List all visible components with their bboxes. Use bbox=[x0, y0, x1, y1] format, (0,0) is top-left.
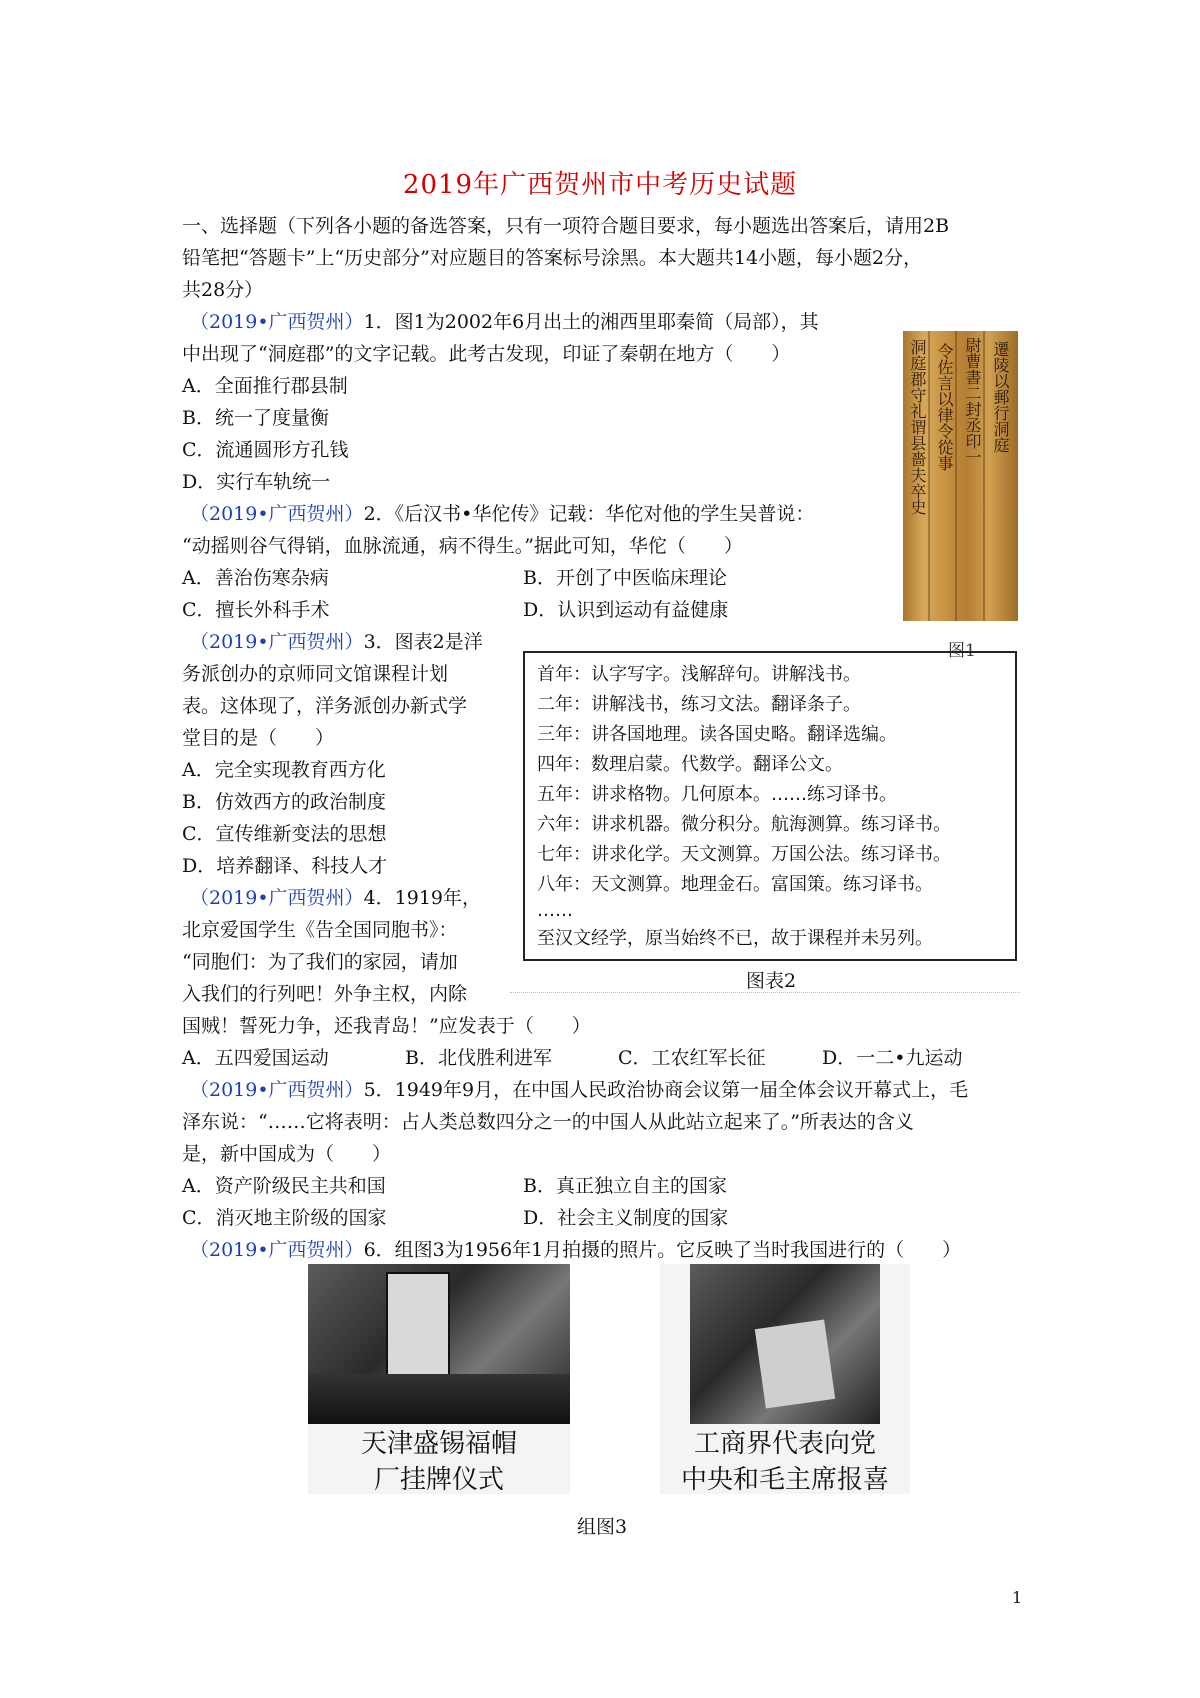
q5-option-c: C．消灭地主阶级的国家 bbox=[182, 1207, 387, 1229]
q1-option-d: D．实行车轨统一 bbox=[182, 471, 331, 493]
section-intro-line-2: 铅笔把“答题卡”上“历史部分”对应题目的答案标号涂黑。本大题共14小题，每小题2分， bbox=[182, 247, 923, 269]
curriculum-row: …… bbox=[537, 900, 573, 921]
q1-stem-line-2: 中出现了“洞庭郡”的文字记载。此考古发现，印证了秦朝在地方（ ） bbox=[182, 343, 791, 365]
q5-option-a: A．资产阶级民主共和国 bbox=[182, 1175, 386, 1197]
q1-source-tag: （2019•广西贺州） bbox=[190, 311, 364, 333]
q1-option-c: C．流通圆形方孔钱 bbox=[182, 439, 349, 461]
q4-stem-line-1: （2019•广西贺州）4．1919年， bbox=[190, 887, 482, 909]
photo-2-panel bbox=[660, 1264, 910, 1494]
q4-option-b: B．北伐胜利进军 bbox=[405, 1047, 552, 1069]
figure-1-qin-bamboo-slips-image: 洞庭郡守礼谓县嗇夫卒史 令佐言以律令從事 尉曹書二封丞印一 遷陵以郵行洞庭 bbox=[903, 331, 1018, 621]
q3-stem-line-3: 表。这体现了，洋务派创办新式学 bbox=[182, 695, 468, 717]
q4-option-d: D．一二•九运动 bbox=[822, 1047, 963, 1069]
photo-2-image bbox=[690, 1264, 880, 1424]
section-intro-line-3: 共28分） bbox=[182, 279, 264, 301]
curriculum-row: 至汉文经学，原当始终不已，故于课程并未另列。 bbox=[537, 928, 933, 949]
exam-title: 2019年广西贺州市中考历史试题 bbox=[402, 170, 798, 200]
curriculum-row: 二年：讲解浅书，练习文法。翻译条子。 bbox=[537, 694, 861, 715]
q5-option-b: B．真正独立自主的国家 bbox=[523, 1175, 727, 1197]
factory-sign bbox=[386, 1272, 450, 1386]
q4-option-a: A．五四爱国运动 bbox=[182, 1047, 329, 1069]
q5-stem-line-1: （2019•广西贺州）5．1949年9月，在中国人民政治协商会议第一届全体会议开幕式上，毛 bbox=[190, 1079, 969, 1101]
q1-option-a: A．全面推行郡县制 bbox=[182, 375, 348, 397]
curriculum-row: 五年：讲求格物。几何原本。……练习译书。 bbox=[537, 784, 897, 805]
q1-stem-line-1: （2019•广西贺州）1．图1为2002年6月出土的湘西里耶秦简（局部），其 bbox=[190, 311, 819, 333]
q3-stem-line-2: 务派创办的京师同文馆课程计划 bbox=[182, 663, 449, 685]
curriculum-row: 三年：讲各国地理。读各国史略。翻译选编。 bbox=[537, 724, 897, 745]
q4-stem-line-3: “同胞们：为了我们的家园，请加 bbox=[182, 951, 458, 973]
photo-1-caption: 天津盛锡福帽 厂挂牌仪式 bbox=[360, 1429, 517, 1495]
q4-source-tag: （2019•广西贺州） bbox=[190, 887, 364, 909]
q2-option-d: D．认识到运动有益健康 bbox=[523, 599, 729, 621]
q4-stem-line-2: 北京爱国学生《告全国同胞书》： bbox=[182, 919, 458, 941]
q3-stem-line-4: 堂目的是（ ） bbox=[182, 727, 335, 749]
q5-source-tag: （2019•广西贺州） bbox=[190, 1079, 364, 1101]
q1-option-b: B．统一了度量衡 bbox=[182, 407, 329, 429]
q3-option-c: C．宣传维新变法的思想 bbox=[182, 823, 387, 845]
photo-2-caption: 工商界代表向党 中央和毛主席报喜 bbox=[680, 1429, 889, 1495]
scroll-paper-shape bbox=[755, 1320, 835, 1409]
group-figure-3-caption: 组图3 bbox=[577, 1516, 628, 1538]
q5-stem-line-2: 泽东说：“……它将表明：占人类总数四分之一的中国人从此站立起来了。”所表达的含义 bbox=[182, 1111, 914, 1133]
curriculum-row: 八年：天文测算。地理金石。富国策。练习译书。 bbox=[537, 874, 933, 895]
q3-option-d: D．培养翻译、科技人才 bbox=[182, 855, 388, 877]
q2-stem-line-2: “动摇则谷气得销，血脉流通，病不得生。”据此可知，华佗（ ） bbox=[182, 535, 743, 557]
crowd-shape bbox=[308, 1374, 570, 1424]
page-number: 1 bbox=[1012, 1588, 1023, 1607]
curriculum-row: 首年：认字写字。浅解辞句。讲解浅书。 bbox=[537, 664, 861, 685]
curriculum-table-figure-2 bbox=[523, 651, 1017, 961]
section-intro-line-1: 一、选择题（下列各小题的备选答案，只有一项符合题目要求，每小题选出答案后，请用2B bbox=[182, 215, 950, 237]
q5-option-d: D．社会主义制度的国家 bbox=[523, 1207, 729, 1229]
q2-option-b: B．开创了中医临床理论 bbox=[523, 567, 727, 589]
photo-1-image bbox=[308, 1264, 570, 1424]
q2-stem-line-1: （2019•广西贺州）2．《后汉书•华佗传》记载：华佗对他的学生吴普说： bbox=[190, 503, 815, 525]
q3-option-a: A．完全实现教育西方化 bbox=[182, 759, 386, 781]
curriculum-row: 六年：讲求机器。微分积分。航海测算。练习译书。 bbox=[537, 814, 951, 835]
q3-stem-line-1: （2019•广西贺州）3．图表2是洋 bbox=[190, 631, 483, 653]
q4-option-c: C．工农红军长征 bbox=[618, 1047, 766, 1069]
figure-2-caption: 图表2 bbox=[746, 970, 797, 992]
divider bbox=[510, 992, 1020, 993]
q5-stem-line-3: 是，新中国成为（ ） bbox=[182, 1143, 392, 1165]
figure-1-caption: 图1 bbox=[948, 641, 976, 661]
q4-stem-line-4: 入我们的行列吧！外争主权，内除 bbox=[182, 983, 468, 1005]
q3-option-b: B．仿效西方的政治制度 bbox=[182, 791, 386, 813]
q2-option-c: C．擅长外科手术 bbox=[182, 599, 330, 621]
q6-stem: （2019•广西贺州）6．组图3为1956年1月拍摄的照片。它反映了当时我国进行的（ ） bbox=[190, 1239, 962, 1261]
q6-source-tag: （2019•广西贺州） bbox=[190, 1239, 364, 1261]
q2-source-tag: （2019•广西贺州） bbox=[190, 503, 364, 525]
q4-stem-line-5: 国贼！誓死力争，还我青岛！”应发表于（ ） bbox=[182, 1015, 591, 1037]
q3-source-tag: （2019•广西贺州） bbox=[190, 631, 364, 653]
q2-option-a: A．善治伤寒杂病 bbox=[182, 567, 329, 589]
curriculum-row: 四年：数理启蒙。代数学。翻译公文。 bbox=[537, 754, 843, 775]
curriculum-row: 七年：讲求化学。天文测算。万国公法。练习译书。 bbox=[537, 844, 951, 865]
photo-1-panel bbox=[308, 1264, 570, 1494]
